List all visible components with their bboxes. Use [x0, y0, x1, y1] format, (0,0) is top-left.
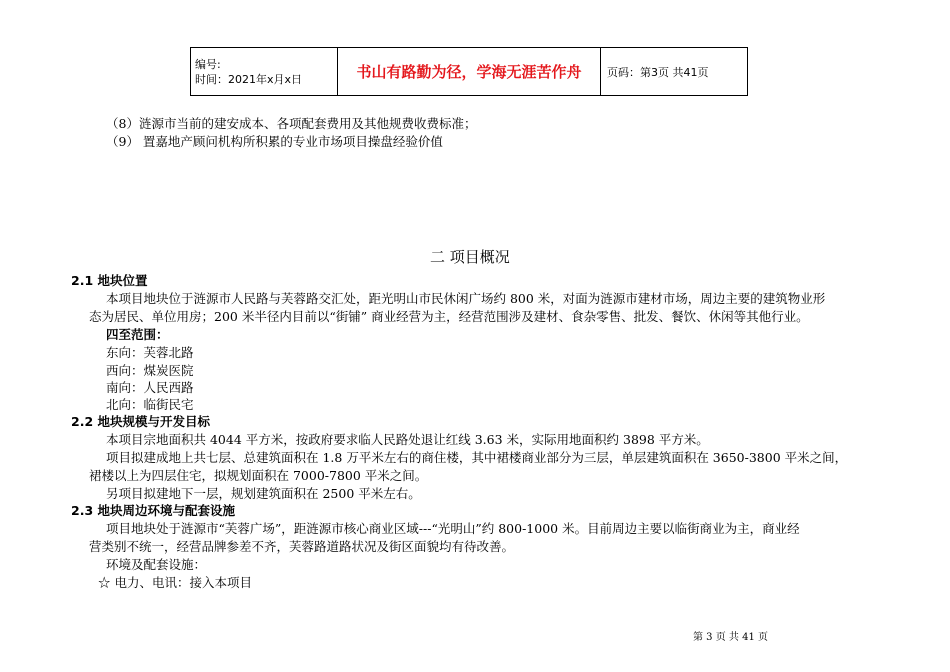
boundary-title: 四至范围：: [106, 327, 169, 342]
header-page-label: 页码：第3页 共41页: [601, 48, 748, 96]
boundary-east: 东向：芙蓉北路: [106, 345, 194, 360]
env-label: 环境及配套设施：: [106, 557, 207, 572]
section-title: 二 项目概况: [430, 248, 510, 266]
paragraph-line: 态为居民、单位用房；200 米半径内目前以“街铺” 商业经营为主，经营范围涉及建材、食杂零售、批发、餐饮、休闲等其他行业。: [89, 309, 809, 324]
boundary-west: 西向：煤炭医院: [106, 363, 194, 378]
page-header: [190, 47, 748, 96]
heading-2-3: 2.3 地块周边环境与配套设施: [71, 503, 235, 518]
paragraph-line: 本项目地块位于涟源市人民路与芙蓉路交汇处，距光明山市民休闲广场约 800 米，对面为涟源市建材市场，周边主要的建筑物业形: [106, 291, 826, 306]
env-item-power: ☆ 电力、电讯：接入本项目: [98, 575, 252, 590]
paragraph-line: 营类别不统一，经营品牌参差不齐，芙蓉路道路状况及街区面貌均有待改善。: [89, 539, 515, 554]
paragraph-line: 另项目拟建地下一层，规划建筑面积在 2500 平米左右。: [106, 486, 421, 501]
paragraph-line: 项目地块处于涟源市“芙蓉广场”，距涟源市核心商业区域---“光明山”约 800-1000 米。目前周边主要以临街商业为主，商业经: [106, 521, 800, 536]
boundary-south: 南向：人民西路: [106, 380, 194, 395]
page-footer: 第 3 页 共 41 页: [693, 632, 768, 643]
paragraph-line: 本项目宗地面积共 4044 平方米，按政府要求临人民路处退让红线 3.63 米，实际用地面积约 3898 平方米。: [106, 432, 709, 447]
paragraph-line: 项目拟建成地上共七层、总建筑面积在 1.8 万平米左右的商住楼，其中裙楼商业部分为三层，单层建筑面积在 3650-3800 平米之间，: [106, 450, 848, 465]
header-info-cell: [191, 48, 338, 96]
boundary-north: 北向：临街民宅: [106, 397, 194, 412]
header-number-label: 编号:: [195, 57, 221, 71]
list-item-9: （9） 置嘉地产顾问机构所积累的专业市场项目操盘经验价值: [106, 134, 443, 149]
paragraph-line: 裙楼以上为四层住宅，拟规划面积在 7000-7800 平米之间。: [89, 468, 428, 483]
heading-2-2: 2.2 地块规模与开发目标: [71, 414, 210, 429]
header-time-label: 时间：2021年x月x日: [195, 72, 303, 86]
list-item-8: （8）涟源市当前的建安成本、各项配套费用及其他规费收费标准；: [106, 116, 477, 131]
heading-2-1: 2.1 地块位置: [71, 273, 148, 288]
header-slogan: 书山有路勤为径，学海无涯苦作舟: [338, 48, 601, 96]
